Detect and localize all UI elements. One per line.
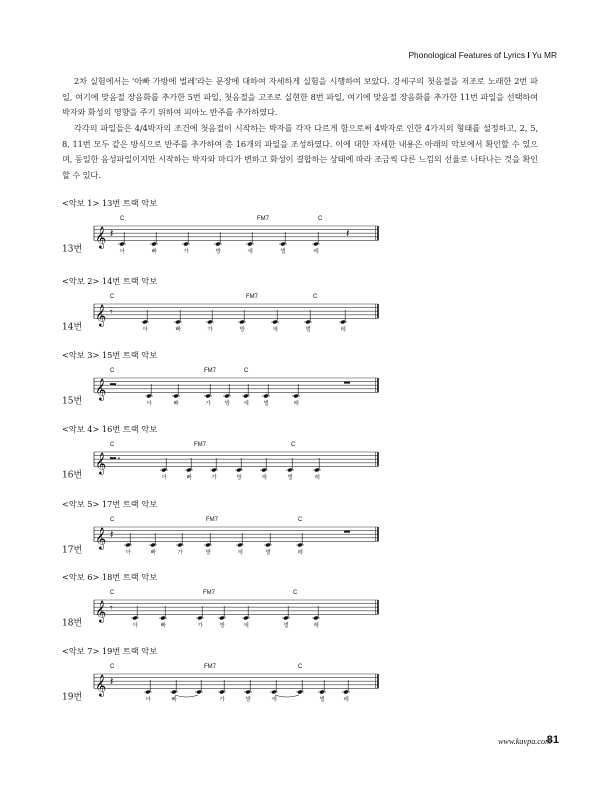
chord-symbol: C (293, 590, 298, 596)
lyric-syllable: 레 (313, 623, 319, 629)
treble-clef-icon: 𝄞 (95, 452, 107, 475)
chord-symbol: C (110, 442, 115, 448)
eighth-rest-icon: 𝄾 (110, 306, 113, 318)
quarter-rest-icon: 𝄽 (110, 674, 114, 688)
whole-rest-icon (344, 531, 350, 533)
chord-symbol: C (291, 442, 296, 448)
score-title: <악보 4> 16번 트랙 악보 (62, 424, 158, 434)
music-staff (62, 513, 392, 571)
score-title: <악보 3> 15번 트랙 악보 (62, 350, 158, 360)
lyric-syllable: 벌 (305, 327, 311, 333)
lyric-syllable: 빠 (151, 249, 157, 255)
quarter-rest-icon: 𝄽 (110, 527, 114, 541)
lyric-syllable: 에 (261, 475, 267, 481)
treble-clef-icon: 𝄞 (95, 674, 107, 697)
lyric-syllable: 빠 (150, 550, 156, 556)
lyric-syllable: 가 (197, 623, 203, 629)
music-staff (62, 290, 392, 348)
page-number: 81 (546, 734, 559, 746)
lyric-syllable: 방 (205, 550, 211, 556)
quarter-rest-icon: 𝄽 (110, 226, 114, 240)
lyric-syllable: 아 (119, 249, 125, 255)
lyric-syllable: 에 (243, 623, 249, 629)
staff-label: 14번 (62, 322, 83, 333)
chord-symbol: FM7 (203, 590, 215, 596)
lyric-syllable: 방 (224, 401, 230, 407)
chord-symbol: FM7 (246, 294, 258, 300)
chord-symbol: C (110, 517, 115, 523)
lyric-syllable: 벌 (287, 475, 293, 481)
lyric-syllable: 레 (343, 697, 349, 703)
lyric-syllable: 에 (272, 327, 278, 333)
chord-symbol: FM7 (194, 442, 206, 448)
lyric-syllable: 가 (207, 327, 213, 333)
chord-symbol: C (298, 664, 303, 670)
music-staff (62, 212, 392, 270)
lyric-syllable: 벌 (280, 249, 286, 255)
quarter-rest-icon: 𝄽 (346, 226, 350, 240)
treble-clef-icon: 𝄞 (95, 527, 107, 550)
lyric-syllable: 아 (142, 327, 148, 333)
chord-symbol: C (110, 368, 115, 374)
lyric-syllable: 가 (177, 550, 183, 556)
score-title: <악보 7> 19번 트랙 악보 (62, 646, 158, 656)
staff-label: 16번 (62, 470, 83, 481)
chord-symbol: C (244, 368, 249, 374)
music-staff (62, 364, 392, 422)
chord-symbol: FM7 (204, 368, 216, 374)
lyric-syllable: 방 (245, 697, 251, 703)
lyric-syllable: 아 (132, 623, 138, 629)
score-title: <악보 2> 14번 트랙 악보 (62, 276, 158, 286)
lyric-syllable: 아 (161, 475, 167, 481)
music-staff (62, 586, 392, 644)
lyric-syllable: 빠 (173, 401, 179, 407)
chord-symbol: C (110, 664, 115, 670)
body-paragraph-2: 각각의 파일들은 4/4박자의 조건에 첫음절이 시작하는 박자를 각자 다르게 함으로써 4박자로 인한 4가지의 형태를 설정하고, 2, 5, 8, 11번 모두 같은 방식으로 반주를 추가하여 총 16개의 파일을 조성하였다. 이에 대한 자세한 내용은 아래의 악보에서 확인할 수 있으며, 동일한 음성파일이지만 시작하는 박자와 마디가 변하고 화성이 결합하는 상태에 따라 조금씩 다른 느낌의 선율로 나타나는 것을 확인할 수 있다. (62, 123, 538, 180)
score-title: <악보 6> 18번 트랙 악보 (62, 572, 158, 582)
lyric-syllable: 가 (211, 475, 217, 481)
music-staff (62, 660, 392, 718)
staff-label: 17번 (62, 545, 83, 556)
chord-symbol: C (298, 517, 303, 523)
lyric-syllable: 빠 (160, 623, 166, 629)
tie (175, 695, 198, 697)
running-header-title: Phonological Features of Lyrics (408, 50, 526, 60)
lyric-syllable: 레 (313, 249, 319, 255)
lyric-syllable: 빠 (171, 697, 177, 703)
chord-symbol: C (318, 216, 323, 222)
lyric-syllable: 레 (314, 475, 320, 481)
lyric-syllable: 에 (243, 401, 249, 407)
chord-symbol: C (313, 294, 318, 300)
score-title: <악보 1> 13번 트랙 악보 (62, 198, 158, 208)
eighth-rest-icon: 𝄾 (110, 602, 113, 614)
score-title: <악보 5> 17번 트랙 악보 (62, 499, 158, 509)
staff-label: 19번 (62, 692, 83, 703)
lyric-syllable: 에 (271, 697, 277, 703)
treble-clef-icon: 𝄞 (95, 226, 107, 249)
lyric-syllable: 벌 (283, 623, 289, 629)
chord-symbol: FM7 (257, 216, 269, 222)
lyric-syllable: 아 (125, 550, 131, 556)
lyric-syllable: 가 (205, 401, 211, 407)
lyric-syllable: 빠 (186, 475, 192, 481)
body-paragraph-1: 2차 실험에서는 '아빠 가방에 벌레'라는 문장에 대하여 자세하게 실험을 시행하여 보았다. 강세구의 첫음절을 저조로 노래한 2번 파일, 여기에 맞음절 장음화를 추가한 5번 파일, 첫음절을 고조로 실현한 8번 파일, 여기에 맞음절 장음화를 추가한 11번 파일을 선택하여 박자와 화성의 영향을 주기 위하여 피아노 반주를 추가하였다. (62, 76, 538, 118)
chord-symbol: C (110, 590, 115, 596)
lyric-syllable: 아 (145, 697, 151, 703)
lyric-syllable: 레 (293, 401, 299, 407)
running-header-author: Yu MR (531, 50, 557, 60)
lyric-syllable: 벌 (263, 401, 269, 407)
chord-symbol: FM7 (206, 517, 218, 523)
half-rest-icon (110, 383, 116, 385)
lyric-syllable: 빠 (175, 327, 181, 333)
music-staff (62, 438, 392, 496)
lyric-syllable: 가 (183, 249, 189, 255)
staff-label: 15번 (62, 396, 83, 407)
lyric-syllable: 에 (237, 550, 243, 556)
lyric-syllable: 방 (239, 327, 245, 333)
lyric-syllable: 가 (219, 697, 225, 703)
lyric-syllable: 방 (236, 475, 242, 481)
lyric-syllable: 아 (146, 401, 152, 407)
lyric-syllable: 벌 (319, 697, 325, 703)
half-rest-icon (110, 457, 116, 459)
staff-label: 13번 (62, 244, 83, 255)
lyric-syllable: 레 (340, 327, 346, 333)
whole-rest-icon (344, 382, 350, 384)
lyric-syllable: 방 (219, 623, 225, 629)
footer-website: www.kavpa.com (497, 737, 551, 746)
lyric-syllable: 벌 (265, 550, 271, 556)
tie (275, 695, 299, 697)
treble-clef-icon: 𝄞 (95, 378, 107, 401)
staff-label: 18번 (62, 618, 83, 629)
running-header: Phonological Features of Lyrics I Yu MR (408, 50, 557, 60)
lyric-syllable: 방 (215, 249, 221, 255)
treble-clef-icon: 𝄞 (95, 600, 107, 623)
lyric-syllable: 레 (297, 550, 303, 556)
chord-symbol: C (110, 294, 115, 300)
chord-symbol: C (120, 216, 125, 222)
lyric-syllable: 에 (247, 249, 253, 255)
chord-symbol: FM7 (204, 664, 216, 670)
treble-clef-icon: 𝄞 (95, 304, 107, 327)
